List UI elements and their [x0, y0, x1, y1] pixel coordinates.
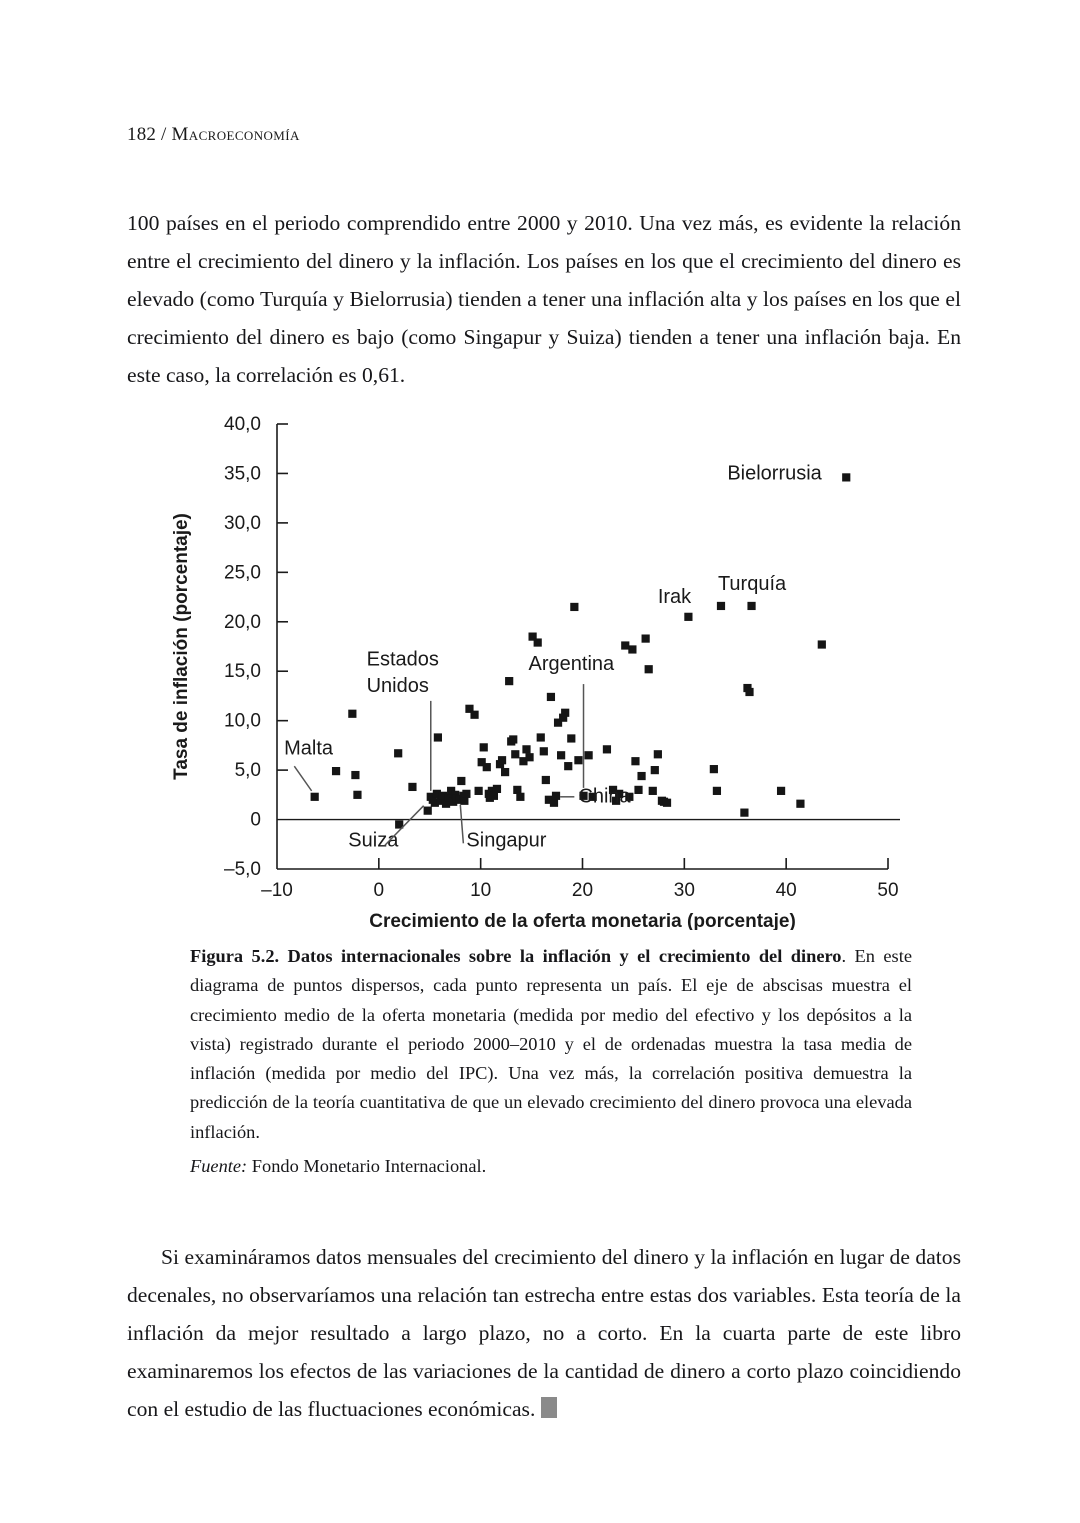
- y-axis-tick-label: 15,0: [224, 661, 261, 683]
- data-point: [483, 763, 491, 771]
- data-point: [498, 756, 506, 764]
- data-point: [480, 743, 488, 751]
- book-title: Macroeconomía: [171, 124, 300, 145]
- annotation-label-bielorrusia: Bielorrusia: [727, 462, 822, 485]
- data-point: [552, 792, 560, 800]
- data-point: [628, 645, 636, 653]
- data-point: [561, 709, 569, 717]
- scatter-plot: [127, 400, 961, 930]
- y-axis-tick-label: 40,0: [224, 414, 261, 435]
- y-axis-title: Tasa de inflación (porcentaje): [171, 513, 192, 780]
- annotation-leader-line: [460, 805, 463, 844]
- end-of-section-mark: [541, 1397, 557, 1418]
- data-point: [631, 757, 639, 765]
- annotation-label-turquia: Turquía: [717, 573, 787, 596]
- annotation-label-malta: Malta: [284, 737, 334, 760]
- data-point: [516, 793, 524, 801]
- data-point: [505, 677, 513, 685]
- paragraph-bottom-text: Si examináramos datos mensuales del crecimiento del dinero y la inflación en lugar de datos decenales, no observaríamos una relación tan estrecha entre estas dos variables. Esta teoría de la inflación da mejor resultado a largo plazo, no a corto. En la cuarta parte de este libro examinaremos los efectos de las variaciones de la cantidad de dinero a corto plazo coincidiendo con el estudio de las fluctuaciones económicas.: [127, 1244, 961, 1421]
- data-point: [818, 640, 826, 648]
- data-point: [434, 733, 442, 741]
- annotation-label-estados-unidos: Estados: [366, 648, 439, 671]
- x-axis-tick-label: 50: [877, 880, 899, 901]
- x-axis-tick-label: –10: [261, 880, 293, 901]
- data-point: [567, 734, 575, 742]
- paragraph-bottom: [127, 1238, 961, 1428]
- data-point: [542, 776, 550, 784]
- x-axis-tick-label: 20: [571, 880, 594, 901]
- y-axis-tick-label: 5,0: [234, 760, 261, 782]
- data-point: [470, 711, 478, 719]
- data-point: [501, 768, 509, 776]
- x-axis-tick-label: 40: [775, 880, 797, 901]
- data-point: [842, 473, 850, 481]
- data-point: [457, 777, 465, 785]
- y-axis-tick-label: 0: [250, 809, 261, 831]
- annotation-label-irak: Irak: [657, 585, 692, 608]
- running-head-separator: /: [156, 124, 172, 145]
- data-point: [424, 807, 432, 815]
- y-axis-tick-label: 10,0: [224, 710, 261, 732]
- y-axis-tick-label: –5,0: [224, 859, 261, 880]
- data-point: [745, 688, 753, 696]
- data-point: [684, 613, 692, 621]
- data-point: [353, 791, 361, 799]
- y-axis-tick-label: 30,0: [224, 512, 261, 534]
- x-axis-tick-label: 0: [373, 880, 385, 901]
- data-point: [777, 787, 785, 795]
- annotation-label-estados-unidos-line2: Unidos: [366, 674, 429, 697]
- data-point: [747, 602, 755, 610]
- data-point: [717, 602, 725, 610]
- data-point: [621, 641, 629, 649]
- data-point: [522, 745, 530, 753]
- data-point: [475, 787, 483, 795]
- annotation-label-china: China: [578, 785, 631, 808]
- figure-source: [190, 1152, 912, 1181]
- source-label: Fuente:: [190, 1156, 248, 1176]
- data-point: [637, 772, 645, 780]
- annotation-label-argentina: Argentina: [528, 653, 615, 676]
- data-point: [557, 751, 565, 759]
- figure-caption-body: . En este diagrama de puntos dispersos, cada punto representa un país. El eje de abscisas muestra el crecimiento medio de la oferta monetaria (medida por medio del efectivo y los depósitos a la vista) registrado durante el periodo 2000–2010 y el de ordenadas muestra la tasa media de inflación (medida por medio del IPC). Una vez más, la correlación positiva demuestra la predicción de la teoría cuantitativa de que un elevado crecimiento del dinero provoca una elevada inflación.: [190, 946, 912, 1142]
- data-point: [525, 753, 533, 761]
- data-point: [649, 787, 657, 795]
- data-point: [493, 785, 501, 793]
- data-point: [796, 800, 804, 808]
- y-axis-tick-label: 25,0: [224, 562, 261, 584]
- data-point: [348, 710, 356, 718]
- data-point: [642, 634, 650, 642]
- data-point: [332, 767, 340, 775]
- x-axis-tick-label: 30: [673, 880, 695, 901]
- x-axis-tick-label: 10: [470, 880, 492, 901]
- data-point: [311, 793, 319, 801]
- figure-caption: [190, 942, 912, 1147]
- running-head: [127, 124, 300, 146]
- source-value: Fondo Monetario Internacional.: [247, 1156, 487, 1176]
- data-point: [511, 750, 519, 758]
- data-point: [651, 766, 659, 774]
- data-point: [394, 749, 402, 757]
- y-axis-tick-label: 20,0: [224, 611, 261, 633]
- figure-5-2: [127, 400, 961, 930]
- data-point: [570, 603, 578, 611]
- data-point: [564, 762, 572, 770]
- data-point: [351, 771, 359, 779]
- data-point: [603, 745, 611, 753]
- page-number: 182: [127, 124, 157, 145]
- data-point: [645, 665, 653, 673]
- data-point: [585, 751, 593, 759]
- annotation-leader-line: [385, 806, 424, 846]
- paragraph-top: 100 países en el periodo comprendido entre 2000 y 2010. Una vez más, es evidente la relación entre el crecimiento del dinero y la inflación. Los países en los que el crecimiento del dinero es elevado (como Turquía y Bielorrusia) tienden a tener una inflación alta y los países en los que el crecimiento del dinero es bajo (como Singapur y Suiza) tienden a tener una inflación baja. En este caso, la correlación es 0,61.: [127, 210, 961, 387]
- annotation-label-singapur: Singapur: [466, 829, 547, 852]
- data-point: [740, 809, 748, 817]
- figure-caption-title: Figura 5.2. Datos internacionales sobre la inflación y el crecimiento del dinero: [190, 946, 842, 966]
- data-point: [547, 693, 555, 701]
- data-point: [574, 756, 582, 764]
- data-point: [537, 733, 545, 741]
- y-axis-tick-label: 35,0: [224, 463, 261, 485]
- data-point: [634, 786, 642, 794]
- annotation-label-suiza: Suiza: [348, 829, 399, 852]
- data-point: [663, 799, 671, 807]
- data-point: [534, 638, 542, 646]
- data-point: [462, 790, 470, 798]
- data-point: [713, 787, 721, 795]
- annotation-leader-line: [294, 766, 311, 791]
- data-point: [509, 735, 517, 743]
- data-point: [408, 783, 416, 791]
- data-point: [654, 750, 662, 758]
- data-point: [540, 747, 548, 755]
- data-point: [710, 765, 718, 773]
- x-axis-title: Crecimiento de la oferta monetaria (porcentaje): [369, 911, 796, 930]
